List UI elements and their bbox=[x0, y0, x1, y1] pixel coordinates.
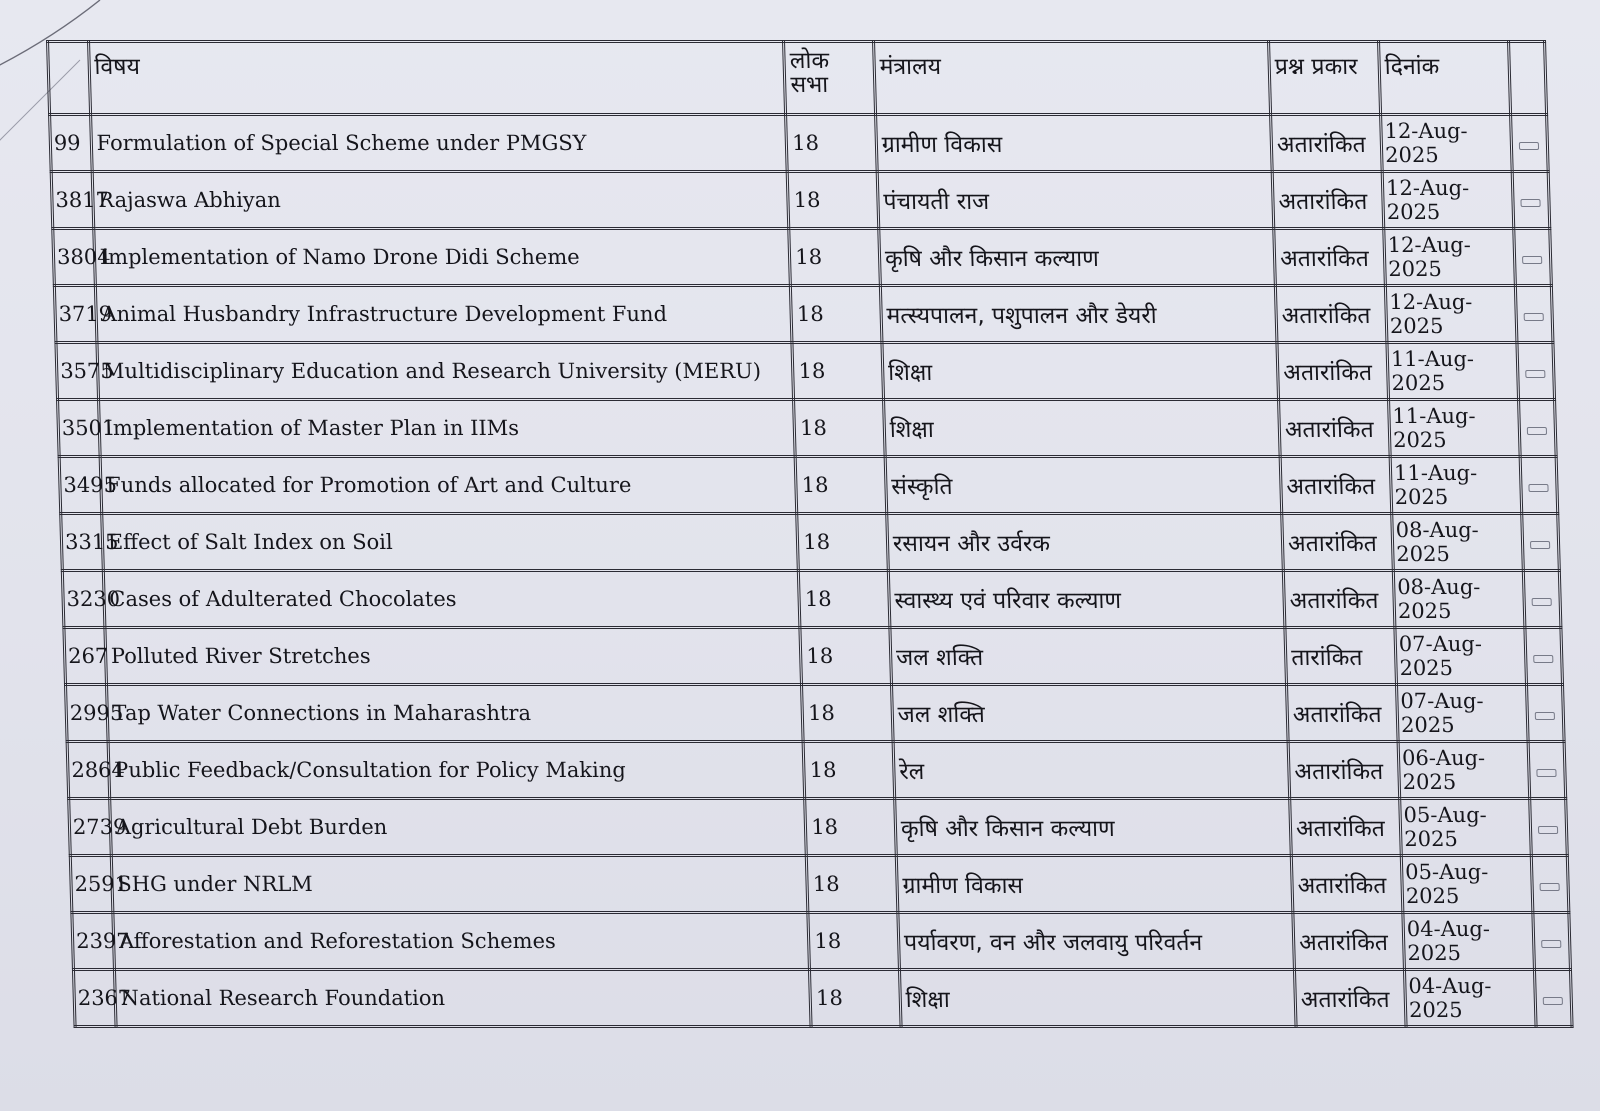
lok-sabha-number: 18 bbox=[789, 229, 880, 286]
question-number: 3575 bbox=[56, 343, 98, 400]
table-row bbox=[56, 343, 1555, 400]
table-row bbox=[54, 286, 1553, 343]
row-action-cell[interactable] bbox=[1516, 286, 1553, 343]
pdf-link-icon[interactable] bbox=[1524, 313, 1544, 321]
ministry-name: पर्यावरण, वन और जलवायु परिवर्तन bbox=[898, 913, 1295, 970]
question-date: 12-Aug-2025 bbox=[1384, 229, 1516, 286]
table-row bbox=[67, 742, 1566, 799]
question-date: 05-Aug-2025 bbox=[1400, 799, 1532, 856]
questions-table bbox=[46, 40, 1574, 1028]
question-date: 08-Aug-2025 bbox=[1393, 571, 1525, 628]
lok-sabha-number: 18 bbox=[800, 628, 891, 685]
ministry-name: रेल bbox=[893, 742, 1290, 799]
lok-sabha-number: 18 bbox=[797, 514, 888, 571]
question-type: अतारांकित bbox=[1282, 514, 1394, 571]
question-date: 11-Aug-2025 bbox=[1390, 457, 1522, 514]
question-type: अतारांकित bbox=[1290, 799, 1402, 856]
question-type: अतारांकित bbox=[1274, 229, 1386, 286]
header-subject: विषय bbox=[88, 42, 786, 115]
question-number: 3817 bbox=[51, 172, 93, 229]
lok-sabha-number: 18 bbox=[791, 286, 882, 343]
question-subject: Tap Water Connections in Maharashtra bbox=[106, 685, 803, 742]
table-row bbox=[73, 970, 1572, 1027]
ministry-name: शिक्षा bbox=[899, 970, 1296, 1027]
question-date: 12-Aug-2025 bbox=[1382, 172, 1514, 229]
header-date: दिनांक bbox=[1379, 42, 1511, 115]
ministry-name: ग्रामीण विकास bbox=[896, 856, 1293, 913]
question-number: 267 bbox=[64, 628, 106, 685]
lok-sabha-number: 18 bbox=[802, 685, 893, 742]
question-number: 99 bbox=[50, 115, 92, 172]
lok-sabha-number: 18 bbox=[805, 799, 896, 856]
question-subject: SHG under NRLM bbox=[111, 856, 808, 913]
question-type: अतारांकित bbox=[1275, 286, 1387, 343]
header-ministry: मंत्रालय bbox=[873, 42, 1270, 115]
pdf-link-icon[interactable] bbox=[1530, 541, 1550, 549]
pdf-link-icon[interactable] bbox=[1519, 142, 1539, 150]
ministry-name: रसायन और उर्वरक bbox=[887, 514, 1284, 571]
lok-sabha-number: 18 bbox=[803, 742, 894, 799]
question-number: 3501 bbox=[58, 400, 100, 457]
lok-sabha-number: 18 bbox=[792, 343, 883, 400]
ministry-name: संस्कृति bbox=[885, 457, 1282, 514]
row-action-cell[interactable] bbox=[1519, 400, 1556, 457]
table-row bbox=[50, 115, 1549, 172]
ministry-name: मत्स्यपालन, पशुपालन और डेयरी bbox=[880, 286, 1277, 343]
row-action-cell[interactable] bbox=[1533, 913, 1570, 970]
ministry-name: शिक्षा bbox=[883, 400, 1280, 457]
row-action-cell[interactable] bbox=[1532, 856, 1569, 913]
pdf-link-icon[interactable] bbox=[1533, 655, 1553, 663]
question-type: अतारांकित bbox=[1287, 685, 1399, 742]
pdf-link-icon[interactable] bbox=[1522, 256, 1542, 264]
row-action-cell[interactable] bbox=[1511, 115, 1548, 172]
ministry-name: जल शक्ति bbox=[891, 685, 1288, 742]
question-type: अतारांकित bbox=[1291, 856, 1403, 913]
pdf-link-icon[interactable] bbox=[1538, 826, 1558, 834]
question-subject: Funds allocated for Promotion of Art and Culture bbox=[100, 457, 797, 514]
question-number: 2591 bbox=[70, 856, 112, 913]
row-action-cell[interactable] bbox=[1514, 229, 1551, 286]
question-date: 08-Aug-2025 bbox=[1392, 514, 1524, 571]
table-row bbox=[59, 457, 1558, 514]
lok-sabha-number: 18 bbox=[808, 913, 899, 970]
question-subject: Afforestation and Reforestation Schemes bbox=[113, 913, 810, 970]
row-action-cell[interactable] bbox=[1512, 172, 1549, 229]
question-number: 2995 bbox=[66, 685, 108, 742]
row-action-cell[interactable] bbox=[1525, 628, 1562, 685]
question-subject: Animal Husbandry Infrastructure Development Fund bbox=[95, 286, 792, 343]
header-row bbox=[48, 42, 1547, 115]
question-type: अतारांकित bbox=[1271, 115, 1383, 172]
question-date: 05-Aug-2025 bbox=[1401, 856, 1533, 913]
question-number: 3230 bbox=[62, 571, 104, 628]
question-subject: Public Feedback/Consultation for Policy Making bbox=[108, 742, 805, 799]
question-subject: Implementation of Master Plan in IIMs bbox=[98, 400, 795, 457]
pdf-link-icon[interactable] bbox=[1541, 940, 1561, 948]
question-type: अतारांकित bbox=[1280, 457, 1392, 514]
header-number bbox=[48, 42, 91, 115]
question-subject: Agricultural Debt Burden bbox=[109, 799, 806, 856]
question-subject: Formulation of Special Scheme under PMGSY bbox=[90, 115, 787, 172]
question-type: तारांकित bbox=[1285, 628, 1397, 685]
table-row bbox=[72, 913, 1571, 970]
question-type: अतारांकित bbox=[1279, 400, 1391, 457]
question-date: 07-Aug-2025 bbox=[1396, 685, 1528, 742]
lok-sabha-number: 18 bbox=[807, 856, 898, 913]
question-date: 04-Aug-2025 bbox=[1403, 913, 1535, 970]
question-subject: Multidisciplinary Education and Research University (MERU) bbox=[97, 343, 794, 400]
row-action-cell[interactable] bbox=[1528, 742, 1565, 799]
question-subject: Rajaswa Abhiyan bbox=[92, 172, 789, 229]
question-type: अतारांकित bbox=[1283, 571, 1395, 628]
row-action-cell[interactable] bbox=[1522, 514, 1559, 571]
pdf-link-icon[interactable] bbox=[1540, 883, 1560, 891]
header-action bbox=[1509, 42, 1547, 115]
table-row bbox=[61, 514, 1560, 571]
question-type: अतारांकित bbox=[1288, 742, 1400, 799]
lok-sabha-number: 18 bbox=[810, 970, 901, 1027]
row-action-cell[interactable] bbox=[1517, 343, 1554, 400]
row-action-cell[interactable] bbox=[1520, 457, 1557, 514]
ministry-name: ग्रामीण विकास bbox=[875, 115, 1272, 172]
table-row bbox=[58, 400, 1557, 457]
question-number: 3315 bbox=[61, 514, 103, 571]
lok-sabha-number: 18 bbox=[795, 457, 886, 514]
question-date: 04-Aug-2025 bbox=[1404, 970, 1536, 1027]
ministry-name: कृषि और किसान कल्याण bbox=[879, 229, 1276, 286]
question-date: 11-Aug-2025 bbox=[1389, 400, 1521, 457]
table-row bbox=[64, 628, 1563, 685]
lok-sabha-number: 18 bbox=[787, 172, 878, 229]
pdf-link-icon[interactable] bbox=[1532, 598, 1552, 606]
ministry-name: पंचायती राज bbox=[877, 172, 1274, 229]
question-subject: Implementation of Namo Drone Didi Scheme bbox=[93, 229, 790, 286]
table-row bbox=[70, 856, 1569, 913]
lok-sabha-number: 18 bbox=[799, 571, 890, 628]
question-date: 07-Aug-2025 bbox=[1395, 628, 1527, 685]
pdf-link-icon[interactable] bbox=[1527, 427, 1547, 435]
question-date: 11-Aug-2025 bbox=[1387, 343, 1519, 400]
question-date: 12-Aug-2025 bbox=[1385, 286, 1517, 343]
row-action-cell[interactable] bbox=[1535, 970, 1572, 1027]
pdf-link-icon[interactable] bbox=[1521, 199, 1541, 207]
ministry-name: जल शक्ति bbox=[890, 628, 1287, 685]
question-date: 12-Aug-2025 bbox=[1381, 115, 1513, 172]
lok-sabha-number: 18 bbox=[786, 115, 877, 172]
table-row bbox=[66, 685, 1565, 742]
question-type: अतारांकित bbox=[1293, 913, 1405, 970]
question-number: 2739 bbox=[69, 799, 111, 856]
question-number: 3719 bbox=[54, 286, 96, 343]
question-type: अतारांकित bbox=[1277, 343, 1389, 400]
ministry-name: कृषि और किसान कल्याण bbox=[895, 799, 1292, 856]
question-subject: Effect of Salt Index on Soil bbox=[101, 514, 798, 571]
question-number: 3804 bbox=[53, 229, 95, 286]
pdf-link-icon[interactable] bbox=[1543, 997, 1563, 1005]
ministry-name: शिक्षा bbox=[882, 343, 1279, 400]
row-action-cell[interactable] bbox=[1524, 571, 1561, 628]
pdf-link-icon[interactable] bbox=[1537, 769, 1557, 777]
question-number: 2864 bbox=[67, 742, 109, 799]
question-subject: National Research Foundation bbox=[114, 970, 811, 1027]
pdf-link-icon[interactable] bbox=[1529, 484, 1549, 492]
row-action-cell[interactable] bbox=[1530, 799, 1567, 856]
question-subject: Cases of Adulterated Chocolates bbox=[103, 571, 800, 628]
question-number: 3495 bbox=[59, 457, 101, 514]
question-type: अतारांकित bbox=[1272, 172, 1384, 229]
question-subject: Polluted River Stretches bbox=[105, 628, 802, 685]
question-date: 06-Aug-2025 bbox=[1398, 742, 1530, 799]
table-row bbox=[51, 172, 1550, 229]
question-number: 2367 bbox=[73, 970, 115, 1027]
lok-sabha-number: 18 bbox=[794, 400, 885, 457]
table-row bbox=[62, 571, 1561, 628]
question-type: अतारांकित bbox=[1294, 970, 1406, 1027]
row-action-cell[interactable] bbox=[1527, 685, 1564, 742]
question-number: 2397 bbox=[72, 913, 114, 970]
pdf-link-icon[interactable] bbox=[1526, 370, 1546, 378]
header-lok-sabha: लोक सभा bbox=[784, 42, 876, 115]
table-row bbox=[53, 229, 1552, 286]
ministry-name: स्वास्थ्य एवं परिवार कल्याण bbox=[888, 571, 1285, 628]
table-row bbox=[69, 799, 1568, 856]
header-question-type: प्रश्न प्रकार bbox=[1269, 42, 1381, 115]
pdf-link-icon[interactable] bbox=[1535, 712, 1555, 720]
